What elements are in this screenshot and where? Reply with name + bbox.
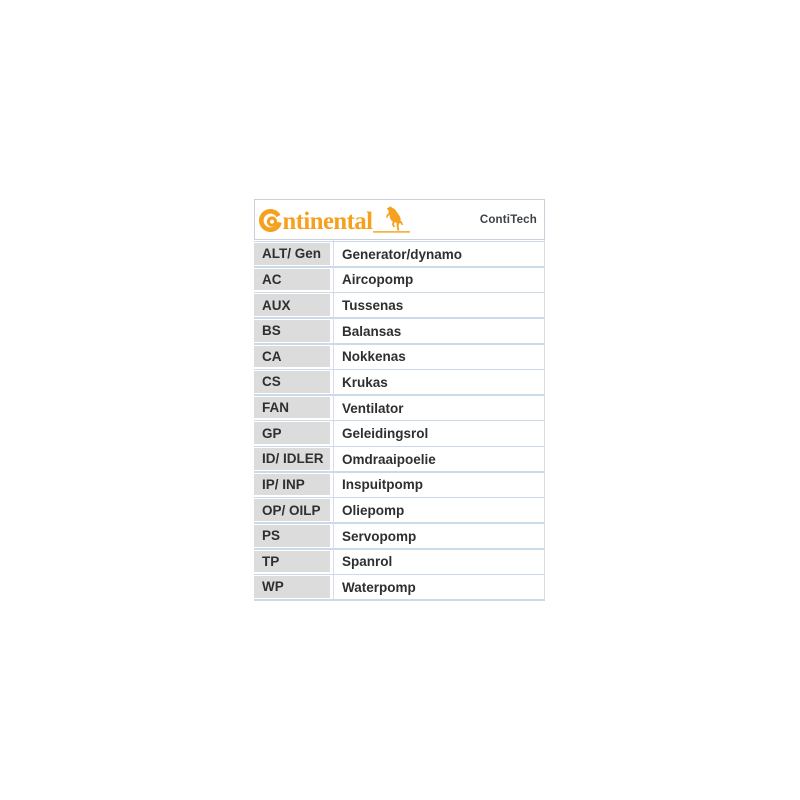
abbr-cell: WP bbox=[254, 576, 330, 598]
legend-card bbox=[254, 199, 545, 601]
label-cell: Waterpomp bbox=[333, 576, 545, 599]
table-row bbox=[254, 496, 545, 522]
subbrand-label: ContiTech bbox=[479, 213, 537, 226]
table-row bbox=[254, 266, 545, 292]
label-cell: Tussenas bbox=[333, 294, 545, 317]
abbr-cell: FAN bbox=[254, 397, 330, 419]
label-cell: Geleidingsrol bbox=[333, 422, 545, 445]
abbr-cell: CS bbox=[254, 371, 330, 393]
table-row bbox=[254, 317, 545, 343]
abbr-cell: GP bbox=[254, 422, 330, 444]
label-cell: Omdraaipoelie bbox=[333, 448, 545, 471]
label-cell: Inspuitpomp bbox=[333, 474, 545, 497]
rearing-horse-icon bbox=[386, 206, 403, 231]
abbr-cell: AC bbox=[254, 269, 330, 291]
legend-table-body bbox=[254, 240, 545, 601]
label-cell: Spanrol bbox=[333, 551, 545, 574]
label-cell: Servopomp bbox=[333, 525, 545, 548]
label-cell: Aircopomp bbox=[333, 269, 545, 292]
table-row bbox=[254, 368, 545, 394]
label-cell: Krukas bbox=[333, 371, 545, 394]
table-row bbox=[254, 573, 545, 599]
logo-underline bbox=[373, 231, 410, 232]
brand-header bbox=[254, 199, 545, 240]
table-row bbox=[254, 522, 545, 548]
table-row bbox=[254, 445, 545, 471]
abbr-cell: IP/ INP bbox=[254, 474, 330, 496]
label-cell: Oliepomp bbox=[333, 499, 545, 522]
table-row bbox=[254, 471, 545, 497]
table-row bbox=[254, 343, 545, 369]
abbr-cell: TP bbox=[254, 551, 330, 573]
abbr-cell: ID/ IDLER bbox=[254, 448, 330, 470]
abbr-cell: BS bbox=[254, 320, 330, 342]
label-cell: Balansas bbox=[333, 320, 545, 343]
continental-c-o-ligature bbox=[260, 209, 282, 231]
label-cell: Nokkenas bbox=[333, 346, 545, 369]
label-cell: Generator/dynamo bbox=[333, 243, 545, 266]
table-row bbox=[254, 419, 545, 445]
abbr-cell: AUX bbox=[254, 294, 330, 316]
logo-wordmark-text: ntinental bbox=[282, 207, 374, 235]
abbr-cell: CA bbox=[254, 346, 330, 368]
abbr-cell: OP/ OILP bbox=[254, 499, 330, 521]
table-row bbox=[254, 394, 545, 420]
abbr-cell: ALT/ Gen bbox=[254, 243, 330, 265]
table-row bbox=[254, 240, 545, 266]
continental-logo bbox=[259, 205, 411, 235]
table-row bbox=[254, 291, 545, 317]
label-cell: Ventilator bbox=[333, 397, 545, 420]
abbr-cell: PS bbox=[254, 525, 330, 547]
table-row bbox=[254, 548, 545, 574]
